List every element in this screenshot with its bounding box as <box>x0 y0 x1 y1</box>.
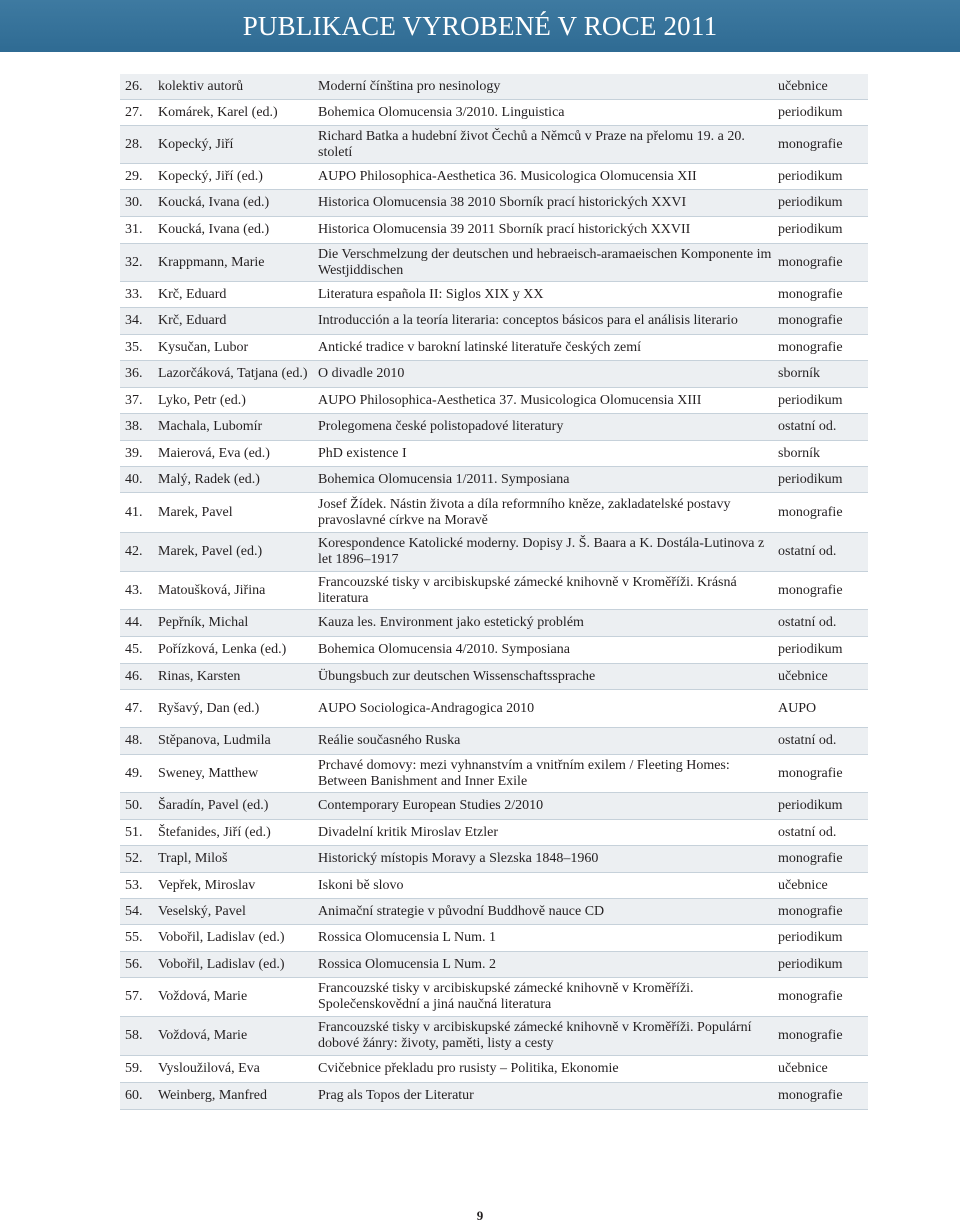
table-row <box>120 388 868 414</box>
table-row <box>120 1017 868 1056</box>
row-type: ostatní od. <box>778 824 837 840</box>
row-author: Weinberg, Manfred <box>158 1088 268 1103</box>
row-number: 56. <box>125 956 143 972</box>
row-number: 32. <box>125 254 143 270</box>
row-type: periodikum <box>778 471 843 487</box>
row-number: 50. <box>125 798 143 813</box>
row-type: monografie <box>778 582 843 598</box>
row-number: 46. <box>125 668 143 684</box>
row-title: Die Verschmelzung der deutschen und hebraeisch-aramaeischen Komponente im Westjiddischen <box>318 246 772 278</box>
table-row <box>120 610 868 637</box>
row-type: ostatní od. <box>778 733 837 748</box>
row-author: Krč, Eduard <box>158 313 227 328</box>
row-author: Vepřek, Miroslav <box>158 877 256 893</box>
row-number: 26. <box>125 78 143 94</box>
table-row <box>120 164 868 190</box>
row-type: monografie <box>778 339 843 355</box>
row-number: 54. <box>125 903 143 919</box>
table-row <box>120 335 868 361</box>
row-title: Josef Žídek. Nástin života a díla reformního kněze, zakladatelské postavy pravoslavné církve na Moravě <box>318 496 731 528</box>
row-title: Reálie současného Ruska <box>318 733 461 748</box>
table-row <box>120 755 868 793</box>
row-type: monografie <box>778 313 843 328</box>
row-title: Korespondence Katolické moderny. Dopisy J. Š. Baara a K. Dostála-Lutinova z let 1896–1917 <box>318 536 765 567</box>
row-title: Antické tradice v barokní latinské literatuře českých zemí <box>318 339 642 355</box>
row-title: Prchavé domovy: mezi vyhnanstvím a vnitřním exilem / Fleeting Homes: Between Banishment and Inner Exile <box>318 757 730 789</box>
row-title: Moderní čínština pro nesinology <box>318 78 501 94</box>
row-number: 31. <box>125 222 143 237</box>
row-title: Richard Batka a hudební život Čechů a Němců v Praze na přelomu 19. a 20. století <box>318 128 745 160</box>
row-title: Francouzské tisky v arcibiskupské zámecké knihovně v Kroměříži. Společenskovědní a jiná naučná literatura <box>318 981 694 1012</box>
row-author: Vobořil, Ladislav (ed.) <box>158 956 285 972</box>
row-author: Voždová, Marie <box>158 1028 248 1043</box>
table-row <box>120 572 868 610</box>
row-title: Animační strategie v původní Buddhově nauce CD <box>318 903 605 919</box>
row-title: Introducción a la teoría literaria: conceptos básicos para el análisis literario <box>318 313 738 328</box>
row-type: ostatní od. <box>778 615 837 630</box>
row-type: periodikum <box>778 798 843 813</box>
row-title: Bohemica Olomucensia 1/2011. Symposiana <box>318 471 570 487</box>
table-row <box>120 308 868 335</box>
row-number: 28. <box>125 136 143 152</box>
row-title: Divadelní kritik Miroslav Etzler <box>318 824 499 840</box>
table-row <box>120 1083 868 1110</box>
row-type: učebnice <box>778 668 828 684</box>
row-number: 37. <box>125 392 143 408</box>
row-title: Cvičebnice překladu pro rusisty – Politika, Ekonomie <box>318 1061 619 1076</box>
row-title: O divadle 2010 <box>318 366 405 381</box>
row-number: 36. <box>125 366 143 381</box>
table-row <box>120 361 868 388</box>
table-row <box>120 873 868 899</box>
table-row <box>120 282 868 308</box>
row-title: Historica Olomucensia 38 2010 Sborník prací historických XXVI <box>318 195 687 210</box>
table-row <box>120 952 868 978</box>
row-type: monografie <box>778 989 843 1004</box>
row-type: učebnice <box>778 877 828 893</box>
row-author: Štefanides, Jiří (ed.) <box>158 824 271 840</box>
row-type: sborník <box>778 366 820 381</box>
row-type: monografie <box>778 504 843 520</box>
row-number: 41. <box>125 504 143 520</box>
row-number: 48. <box>125 733 143 748</box>
row-title: Prag als Topos der Literatur <box>318 1088 474 1103</box>
page-title: PUBLIKACE VYROBENÉ V ROCE 2011 <box>242 11 718 41</box>
row-number: 40. <box>125 471 143 487</box>
row-number: 49. <box>125 765 143 781</box>
page-header <box>0 0 960 52</box>
row-type: periodikum <box>778 168 843 184</box>
row-author: Krappmann, Marie <box>158 254 265 270</box>
row-title: Historica Olomucensia 39 2011 Sborník prací historických XXVII <box>318 222 691 237</box>
table-row <box>120 899 868 925</box>
row-title: Prolegomena české polistopadové literatury <box>318 419 564 434</box>
row-author: Šaradín, Pavel (ed.) <box>158 798 269 813</box>
table-row <box>120 820 868 846</box>
row-type: monografie <box>778 1088 843 1103</box>
row-title: Historický místopis Moravy a Slezska 1848–1960 <box>318 851 599 866</box>
table-row <box>120 637 868 664</box>
row-type: monografie <box>778 1028 843 1043</box>
row-author: Stěpanova, Ludmila <box>158 733 271 748</box>
row-author: Lazorčáková, Tatjana (ed.) <box>158 366 308 381</box>
row-author: Veselský, Pavel <box>158 903 246 919</box>
table-row <box>120 467 868 493</box>
table-row <box>120 441 868 467</box>
row-title: Rossica Olomucensia L Num. 1 <box>318 930 496 945</box>
row-author: Kysučan, Lubor <box>158 339 249 355</box>
row-title: AUPO Sociologica-Andragogica 2010 <box>318 700 535 716</box>
row-author: Voždová, Marie <box>158 989 248 1004</box>
row-title: Bohemica Olomucensia 3/2010. Linguistica <box>318 104 565 120</box>
row-number: 53. <box>125 877 143 893</box>
row-author: Koucká, Ivana (ed.) <box>158 195 270 210</box>
row-author: Marek, Pavel <box>158 504 233 520</box>
row-type: učebnice <box>778 78 828 94</box>
row-author: Rinas, Karsten <box>158 668 241 684</box>
table-row <box>120 690 868 728</box>
row-type: AUPO <box>778 700 817 716</box>
row-author: Pepřník, Michal <box>158 615 249 630</box>
row-type: učebnice <box>778 1061 828 1076</box>
table-row <box>120 664 868 690</box>
row-type: ostatní od. <box>778 419 837 434</box>
row-title: Literatura española II: Siglos XIX y XX <box>318 286 544 302</box>
row-number: 45. <box>125 642 143 657</box>
row-number: 47. <box>125 700 143 716</box>
row-author: Trapl, Miloš <box>158 851 228 866</box>
row-type: periodikum <box>778 930 843 945</box>
row-title: Bohemica Olomucensia 4/2010. Symposiana <box>318 642 570 657</box>
row-number: 51. <box>125 824 143 840</box>
row-author: Machala, Lubomír <box>158 419 263 434</box>
row-author: Kopecký, Jiří <box>158 136 234 152</box>
row-author: Pořízková, Lenka (ed.) <box>158 642 287 657</box>
row-type: monografie <box>778 903 843 919</box>
table-row <box>120 1056 868 1083</box>
row-title: Iskoni bě slovo <box>318 877 404 893</box>
table-row <box>120 793 868 820</box>
row-type: periodikum <box>778 642 843 657</box>
row-type: ostatní od. <box>778 544 837 559</box>
row-author: Krč, Eduard <box>158 286 227 302</box>
page-number: 9 <box>476 1208 484 1223</box>
row-author: Vysloužilová, Eva <box>158 1061 260 1076</box>
table-row <box>120 100 868 126</box>
row-author: Ryšavý, Dan (ed.) <box>158 700 260 716</box>
table-row <box>120 728 868 755</box>
row-number: 44. <box>125 615 143 630</box>
row-type: monografie <box>778 254 843 270</box>
publications-table <box>120 74 868 1110</box>
row-title: AUPO Philosophica-Aesthetica 37. Musicologica Olomucensia XIII <box>318 392 702 408</box>
row-number: 57. <box>125 989 143 1004</box>
row-title: Contemporary European Studies 2/2010 <box>318 798 544 813</box>
row-type: monografie <box>778 136 843 152</box>
row-number: 59. <box>125 1061 143 1076</box>
row-author: Lyko, Petr (ed.) <box>158 392 246 408</box>
table-row <box>120 493 868 533</box>
row-author: kolektiv autorů <box>158 78 244 94</box>
row-author: Kopecký, Jiří (ed.) <box>158 168 263 184</box>
row-type: periodikum <box>778 104 843 120</box>
row-title: Francouzské tisky v arcibiskupské zámecké knihovně v Kroměříži. Populární dobové žánry: životy, paměti, listy a cesty <box>318 1020 752 1051</box>
row-number: 39. <box>125 445 143 461</box>
row-type: periodikum <box>778 222 843 237</box>
row-number: 58. <box>125 1028 143 1043</box>
row-type: periodikum <box>778 195 843 210</box>
row-type: periodikum <box>778 392 843 408</box>
row-number: 42. <box>125 544 143 559</box>
row-type: monografie <box>778 765 843 781</box>
row-author: Malý, Radek (ed.) <box>158 471 260 487</box>
table-row <box>120 925 868 952</box>
row-number: 43. <box>125 582 143 598</box>
row-title: Francouzské tisky v arcibiskupské zámecké knihovně v Kroměříži. Krásná literatura <box>318 574 737 606</box>
row-number: 60. <box>125 1088 143 1103</box>
row-number: 55. <box>125 930 143 945</box>
row-number: 33. <box>125 286 143 302</box>
table-row <box>120 217 868 244</box>
row-number: 52. <box>125 851 143 866</box>
row-type: sborník <box>778 445 820 461</box>
table-row <box>120 533 868 572</box>
row-author: Sweney, Matthew <box>158 765 259 781</box>
table-row <box>120 846 868 873</box>
row-author: Koucká, Ivana (ed.) <box>158 222 270 237</box>
row-number: 38. <box>125 419 143 434</box>
table-row <box>120 190 868 217</box>
row-type: monografie <box>778 851 843 866</box>
table-row <box>120 74 868 100</box>
row-author: Vobořil, Ladislav (ed.) <box>158 930 285 945</box>
row-author: Matoušková, Jiřina <box>158 582 266 598</box>
table-row <box>120 244 868 282</box>
row-title: PhD existence I <box>318 445 407 461</box>
row-number: 35. <box>125 339 143 355</box>
row-number: 27. <box>125 104 143 120</box>
row-title: Übungsbuch zur deutschen Wissenschaftssprache <box>318 668 596 684</box>
table-row <box>120 414 868 441</box>
row-author: Komárek, Karel (ed.) <box>158 104 278 120</box>
row-type: periodikum <box>778 956 843 972</box>
row-title: Rossica Olomucensia L Num. 2 <box>318 956 496 972</box>
table-row <box>120 126 868 164</box>
row-number: 34. <box>125 313 143 328</box>
row-title: Kauza les. Environment jako estetický problém <box>318 615 584 630</box>
row-type: monografie <box>778 286 843 302</box>
row-author: Maierová, Eva (ed.) <box>158 445 270 461</box>
row-number: 29. <box>125 168 143 184</box>
row-title: AUPO Philosophica-Aesthetica 36. Musicologica Olomucensia XII <box>318 168 697 184</box>
row-author: Marek, Pavel (ed.) <box>158 544 263 559</box>
table-row <box>120 978 868 1017</box>
row-number: 30. <box>125 195 143 210</box>
